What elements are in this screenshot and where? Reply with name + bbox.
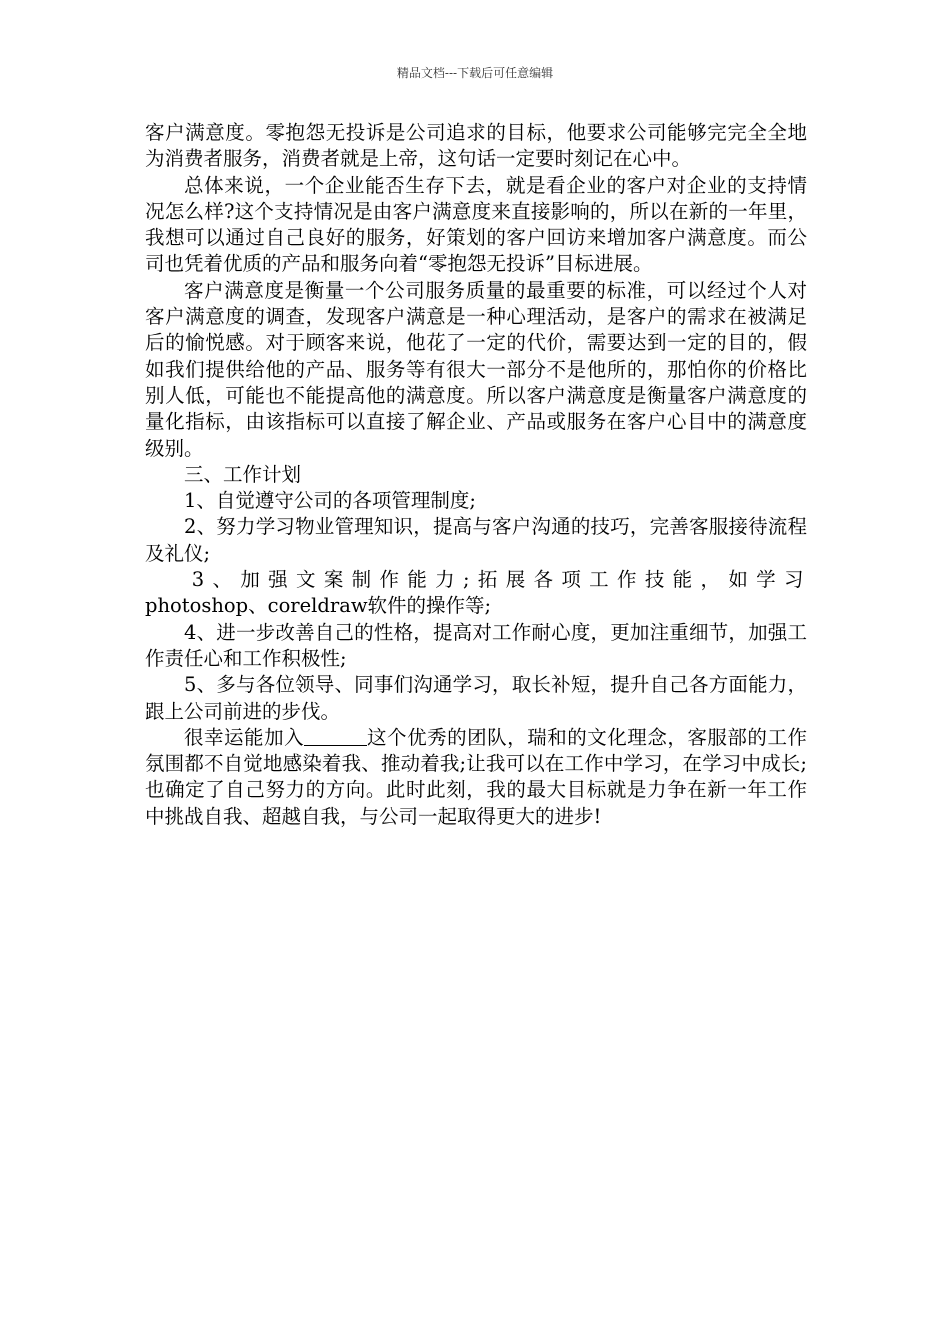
paragraph-closing <box>145 725 807 830</box>
plan-item-3-text: 3、加强文案制作能力;拓展各项工作技能，如学习 <box>191 568 807 592</box>
page-header: 精品文档---下载后可任意编辑 <box>396 66 554 80</box>
plan-item-2: 2、努力学习物业管理知识，提高与客户沟通的技巧，完善客服接待流程及礼仪; <box>145 515 807 565</box>
plan-item-5: 5、多与各位领导、同事们沟通学习，取长补短，提升自己各方面能力，跟上公司前进的步伐。 <box>145 673 807 723</box>
plan-item-3-software: photoshop、coreldraw <box>145 594 368 618</box>
plan-item-3 <box>145 567 807 620</box>
plan-item-3-tail: 软件的操作等; <box>367 594 492 618</box>
closing-text-rest: 这个优秀的团队，瑞和的文化理念，客服部的工作氛围都不自觉地感染着我、推动着我;让我可以在工作中学习，在学习中成长;也确定了自己努力的方向。此时此刻，我的最大目标就是力争在新一年工作中挑战自我、超越自我，与公司一起取得更大的进步! <box>145 725 807 828</box>
plan-item-1: 1、自觉遵守公司的各项管理制度; <box>184 489 476 513</box>
paragraph-enterprise-survival: 总体来说，一个企业能否生存下去，就是看企业的客户对企业的支持情况怎么样?这个支持情况是由客户满意度来直接影响的，所以在新的一年里，我想可以通过自己良好的服务，好策划的客户回访来增加客户满意度。而公司也凭着优质的产品和服务向着“零抱怨无投诉”目标进展。 <box>145 173 807 276</box>
paragraph-satisfaction-standard: 客户满意度是衡量一个公司服务质量的最重要的标准，可以经过个人对客户满意度的调查，发现客户满意是一种心理活动，是客户的需求在被满足后的愉悦感。对于顾客来说，他花了一定的代价，需要达到一定的目的，假如我们提供给他的产品、服务等有很大一部分不是他所的，那怕你的价格比别人低，可能也不能提高他的满意度。所以客户满意度是衡量客户满意度的量化指标，由该指标可以直接了解企业、产品或服务在客户心目中的满意度级别。 <box>145 278 807 460</box>
fill-in-blank <box>304 726 366 747</box>
closing-text-start: 很幸运能加入 <box>184 725 305 749</box>
paragraph-customer-satisfaction-intro: 客户满意度。零抱怨无投诉是公司追求的目标，他要求公司能够完完全全地为消费者服务，消费者就是上帝，这句话一定要时刻记在心中。 <box>145 121 807 171</box>
plan-item-4: 4、进一步改善自己的性格，提高对工作耐心度，更加注重细节，加强工作责任心和工作积极性; <box>145 620 807 670</box>
document-body <box>145 120 807 830</box>
section-heading-work-plan: 三、工作计划 <box>184 462 302 486</box>
